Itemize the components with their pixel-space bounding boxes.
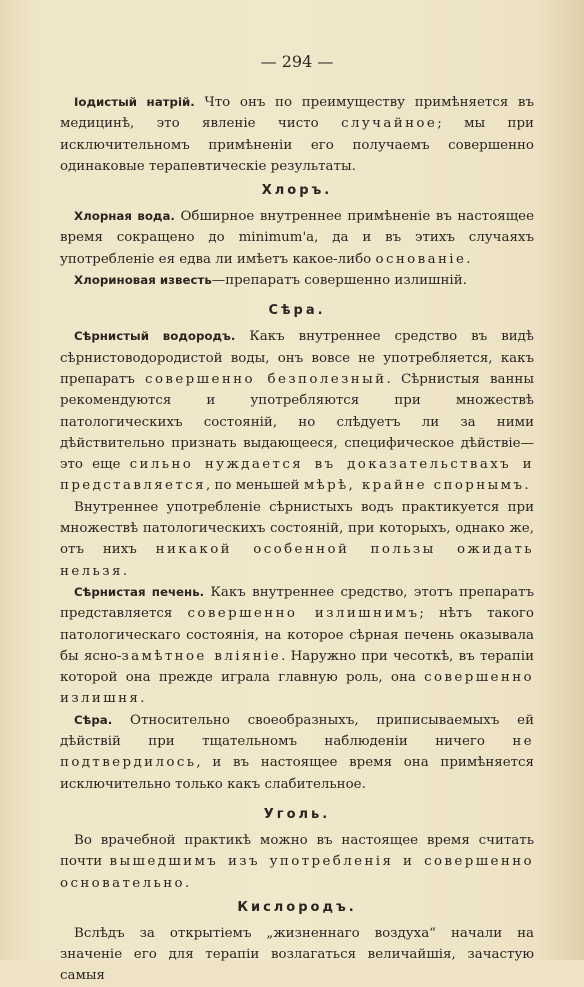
text: . [122, 563, 128, 579]
paragraph-kislorod [60, 923, 534, 987]
text: Что онъ по преимуществу примѣняется въ медицинѣ, это явленіе чисто [60, 95, 534, 132]
text: . [140, 691, 145, 707]
spaced-emphasis: случайное [341, 116, 438, 132]
text: ; нѣтъ такого патологическаго состоянія, на которое сѣрная печень оказывала бы ясно- [60, 606, 534, 664]
term: Хлорная вода. [74, 209, 175, 224]
term: Сѣра. [74, 712, 113, 727]
paragraph-sernistye-vody [60, 497, 534, 582]
term: Хлориновая известь [74, 273, 212, 288]
spaced-emphasis: основаніе [375, 251, 467, 267]
text: , по меньшей [205, 478, 304, 494]
text: Во врачебной практикѣ можно въ настоящее время считать почти [60, 832, 534, 870]
text: . [524, 478, 529, 494]
heading-kislorod: Кислородъ. [237, 899, 357, 915]
spaced-emphasis: замѣтное вліяніе [121, 648, 282, 664]
text: . [185, 875, 190, 891]
text: Внутреннее употребленіе сѣрнистыхъ водъ практикуется при множествѣ патологическихъ состояній, при которыхъ, однако же, отъ нихъ [60, 499, 534, 558]
heading-sera: Сѣра. [268, 303, 326, 319]
text: ; мы при исключительномъ примѣненіи его получаемъ совершенно одинаковые терапевтическіе результаты. [60, 116, 534, 174]
spaced-emphasis: никакой особенной пользы ожидать нельзя [60, 542, 534, 579]
page-number: — 294 — [260, 52, 334, 71]
spaced-emphasis: совершенно излишнимъ [187, 606, 420, 622]
text: . Сѣрнистыя ванны рекомендуются и употребляются при множествѣ патологическихъ состояній, но слѣдуетъ ли за ними дѣйствительно признать выдающееся, специфическое дѣйствіе—это еще [60, 371, 534, 473]
text: Обширное внутреннее примѣненіе въ настоящее время сокращено до minimum'a, да и въ этихъ случаяхъ употребленіе ея едва ли имѣетъ какое-либо [60, 209, 535, 267]
spaced-emphasis: не подтвердилось [60, 734, 534, 771]
text: Вслѣдъ за открытіемъ „жизненнаго воздуха“ начали на значеніе его для терапіи возлагаться величайшія, зачастую самыя [60, 925, 534, 984]
spaced-emphasis: совершенно безполезный [145, 371, 387, 387]
heading-chlor: Хлоръ. [261, 183, 333, 199]
term: Сѣрнистая печень. [74, 584, 205, 599]
term: Іодистый натрій. [74, 95, 195, 109]
text: —препаратъ совершенно излишній. [211, 273, 467, 289]
heading-ugol: Уголь. [263, 806, 331, 822]
spaced-emphasis: вышедшимъ изъ употребленія и совершенно основательно [60, 854, 534, 891]
spaced-emphasis: сильно нуждается въ доказательствахъ и представляется [60, 457, 535, 494]
spaced-emphasis: совершенно излишня [60, 670, 534, 707]
spaced-emphasis: мѣрѣ, крайне спорнымъ [303, 478, 525, 494]
paragraph-sera [60, 710, 534, 795]
text: Относительно своеобразныхъ, приписываемыхъ ей дѣйствій при тщательномъ наблюденіи ничего [60, 712, 534, 750]
paragraph-iodistyi-natrii [60, 92, 534, 177]
paragraph-chlornaya-voda [60, 206, 534, 270]
text: Какъ внутреннее средство, этотъ препаратъ представляется [60, 584, 534, 622]
paragraph-sernistyi-vodorod [60, 326, 534, 496]
paragraph-ugol [60, 830, 534, 894]
text: . [466, 251, 471, 267]
paragraph-chlorinovaya-izvest [60, 270, 534, 291]
text: . Наружно при чесоткѣ, въ терапіи которой она прежде играла главную роль, она [60, 648, 535, 686]
text: , и въ настоящее время она примѣняется исключительно только какъ слабительное. [60, 755, 534, 792]
text: Какъ внутреннее средство въ видѣ сѣрнистоводородистой воды, онъ вовсе не употребляется, какъ препаратъ [60, 329, 534, 387]
term: Сѣрнистый водородъ. [74, 329, 236, 344]
page-text [60, 52, 534, 987]
paragraph-sernistaya-pechen [60, 582, 534, 710]
